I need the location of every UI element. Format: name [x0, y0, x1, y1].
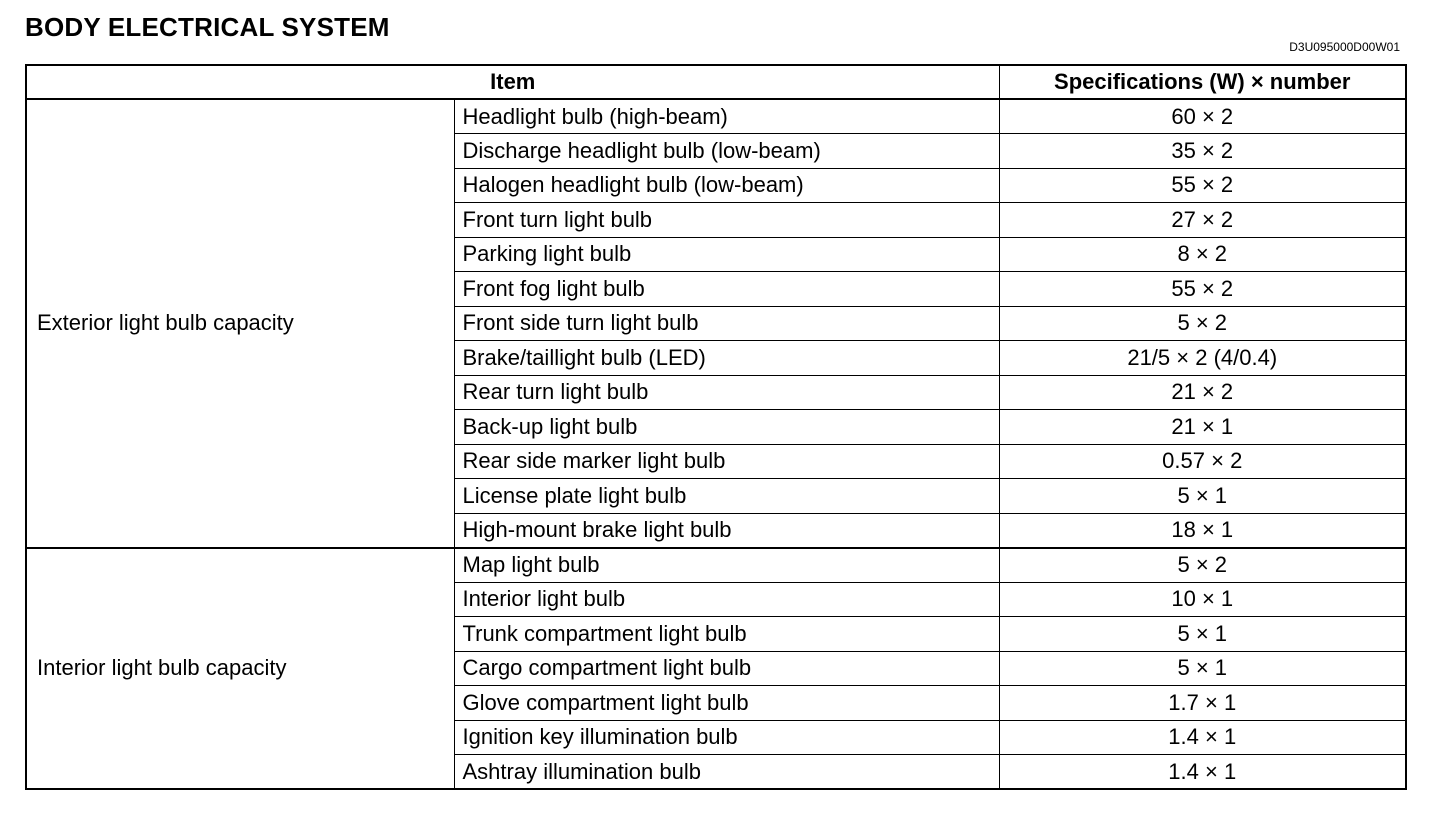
- group-label-cell: Exterior light bulb capacity: [26, 99, 454, 548]
- item-name-cell: Glove compartment light bulb: [454, 686, 999, 721]
- column-header-specifications: Specifications (W) × number: [999, 65, 1406, 99]
- column-header-item: Item: [26, 65, 999, 99]
- spec-value-cell: 35 × 2: [999, 134, 1406, 169]
- table-body: [26, 99, 1406, 789]
- spec-value-cell: 5 × 1: [999, 617, 1406, 652]
- spec-value-cell: 0.57 × 2: [999, 444, 1406, 479]
- item-name-cell: Rear side marker light bulb: [454, 444, 999, 479]
- table-header-row: [26, 65, 1406, 99]
- table-row: [26, 548, 1406, 583]
- spec-value-cell: 1.4 × 1: [999, 720, 1406, 755]
- item-name-cell: Back-up light bulb: [454, 410, 999, 445]
- item-name-cell: Interior light bulb: [454, 582, 999, 617]
- item-name-cell: Front turn light bulb: [454, 203, 999, 238]
- spec-value-cell: 18 × 1: [999, 513, 1406, 548]
- spec-value-cell: 21 × 1: [999, 410, 1406, 445]
- item-name-cell: Headlight bulb (high-beam): [454, 99, 999, 134]
- spec-value-cell: 8 × 2: [999, 237, 1406, 272]
- item-name-cell: High-mount brake light bulb: [454, 513, 999, 548]
- item-name-cell: Cargo compartment light bulb: [454, 651, 999, 686]
- item-name-cell: Front fog light bulb: [454, 272, 999, 307]
- spec-value-cell: 5 × 2: [999, 548, 1406, 583]
- page-title: BODY ELECTRICAL SYSTEM: [25, 12, 390, 42]
- spec-value-cell: 21/5 × 2 (4/0.4): [999, 341, 1406, 376]
- group-label-cell: Interior light bulb capacity: [26, 548, 454, 790]
- item-name-cell: Discharge headlight bulb (low-beam): [454, 134, 999, 169]
- spec-value-cell: 55 × 2: [999, 168, 1406, 203]
- spec-value-cell: 21 × 2: [999, 375, 1406, 410]
- spec-value-cell: 1.4 × 1: [999, 755, 1406, 790]
- spec-value-cell: 5 × 2: [999, 306, 1406, 341]
- spec-value-cell: 55 × 2: [999, 272, 1406, 307]
- bulb-spec-table: [25, 64, 1407, 790]
- item-name-cell: Halogen headlight bulb (low-beam): [454, 168, 999, 203]
- item-name-cell: Brake/taillight bulb (LED): [454, 341, 999, 376]
- item-name-cell: Ignition key illumination bulb: [454, 720, 999, 755]
- spec-value-cell: 27 × 2: [999, 203, 1406, 238]
- spec-value-cell: 1.7 × 1: [999, 686, 1406, 721]
- spec-value-cell: 60 × 2: [999, 99, 1406, 134]
- item-name-cell: Rear turn light bulb: [454, 375, 999, 410]
- spec-value-cell: 5 × 1: [999, 479, 1406, 514]
- item-name-cell: Ashtray illumination bulb: [454, 755, 999, 790]
- spec-value-cell: 10 × 1: [999, 582, 1406, 617]
- table-row: [26, 99, 1406, 134]
- item-name-cell: Parking light bulb: [454, 237, 999, 272]
- spec-value-cell: 5 × 1: [999, 651, 1406, 686]
- item-name-cell: License plate light bulb: [454, 479, 999, 514]
- item-name-cell: Trunk compartment light bulb: [454, 617, 999, 652]
- item-name-cell: Front side turn light bulb: [454, 306, 999, 341]
- item-name-cell: Map light bulb: [454, 548, 999, 583]
- document-code: D3U095000D00W01: [1289, 40, 1400, 54]
